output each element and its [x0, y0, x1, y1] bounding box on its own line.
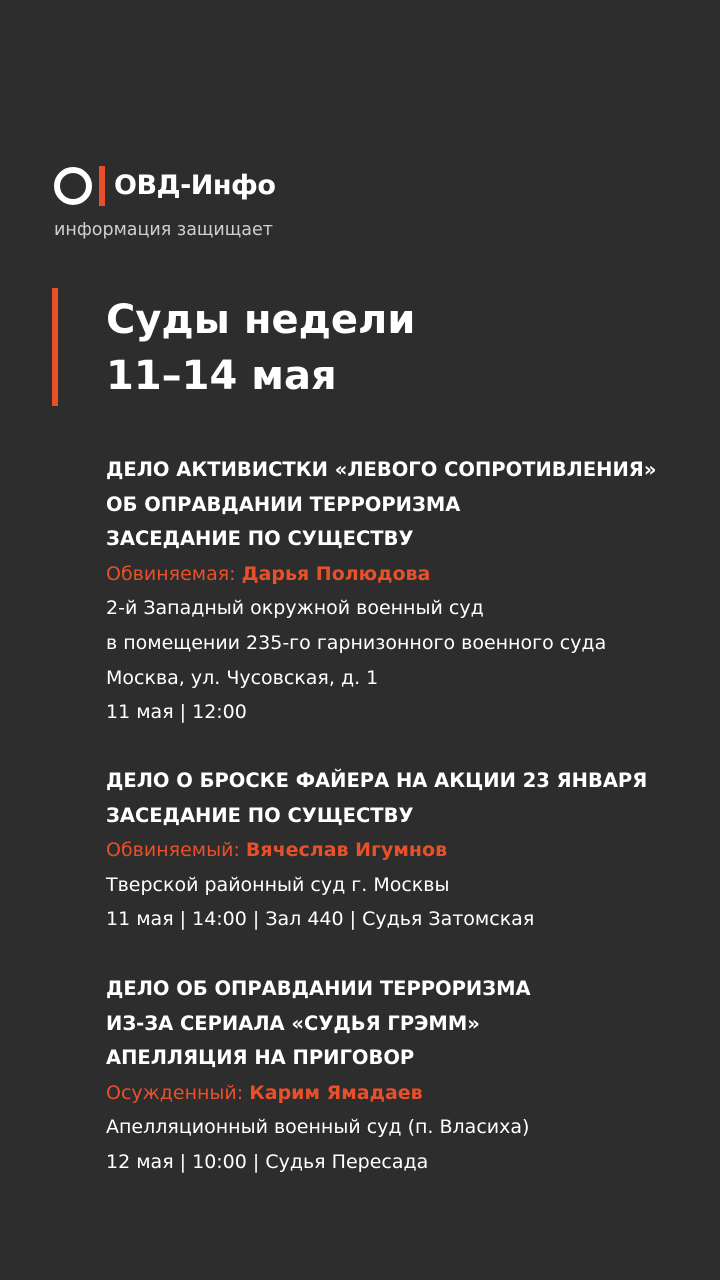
case-detail-line: в помещении 235-го гарнизонного военного суда [106, 631, 607, 654]
case-heading-line: ИЗ-ЗА СЕРИАЛА «СУДЬЯ ГРЭММ» [106, 1011, 480, 1035]
logo-tagline: информация защищает [54, 220, 273, 240]
logo-ring-icon [54, 167, 92, 205]
page-title [106, 292, 415, 404]
case-detail-line: 12 мая | 10:00 | Судья Пересада [106, 1150, 429, 1173]
case-detail-line: 2-й Западный окружной военный суд [106, 597, 484, 620]
defendant-name: Дарья Полюдова [241, 562, 431, 585]
case-item [106, 764, 647, 937]
case-heading-line: ДЕЛО О БРОСКЕ ФАЙЕРА НА АКЦИИ 23 ЯНВАРЯ [106, 769, 648, 792]
case-detail-line: Тверской районный суд г. Москвы [106, 873, 450, 896]
case-detail-line: Москва, ул. Чусовская, д. 1 [106, 666, 379, 689]
case-heading-line: ОБ ОПРАВДАНИИ ТЕРРОРИЗМА [106, 492, 461, 516]
defendant-role: Обвиняемый: [106, 839, 240, 862]
case-heading-line: АПЕЛЛЯЦИЯ НА ПРИГОВОР [106, 1046, 415, 1070]
page-title-line1: Суды недели [106, 297, 416, 343]
defendant-role: Осужденный: [106, 1081, 244, 1104]
case-detail-line: 11 мая | 12:00 [106, 701, 247, 724]
case-detail-line: Апелляционный военный суд (п. Власиха) [106, 1116, 530, 1139]
page-title-line2: 11–14 мая [106, 353, 337, 399]
case-heading-line: ДЕЛО ОБ ОПРАВДАНИИ ТЕРРОРИЗМА [106, 977, 531, 1000]
logo [54, 166, 275, 206]
case-defendant [106, 1076, 531, 1111]
case-detail-line: 11 мая | 14:00 | Зал 440 | Судья Затомская [106, 908, 535, 931]
defendant-role: Обвиняемая: [106, 562, 236, 585]
defendant-name: Вячеслав Игумнов [245, 839, 448, 862]
case-item [106, 972, 531, 1180]
logo-text: ОВД-Инфо [114, 170, 276, 201]
title-accent-bar [52, 288, 58, 406]
defendant-name: Карим Ямадаев [249, 1081, 423, 1104]
case-defendant [106, 833, 647, 868]
case-heading-line: ДЕЛО АКТИВИСТКИ «ЛЕВОГО СОПРОТИВЛЕНИЯ» [106, 458, 657, 481]
case-heading-line: ЗАСЕДАНИЕ ПО СУЩЕСТВУ [106, 527, 414, 551]
case-defendant [106, 557, 656, 592]
case-item [106, 453, 656, 730]
logo-bar-icon [99, 166, 105, 206]
case-heading-line: ЗАСЕДАНИЕ ПО СУЩЕСТВУ [106, 803, 414, 827]
